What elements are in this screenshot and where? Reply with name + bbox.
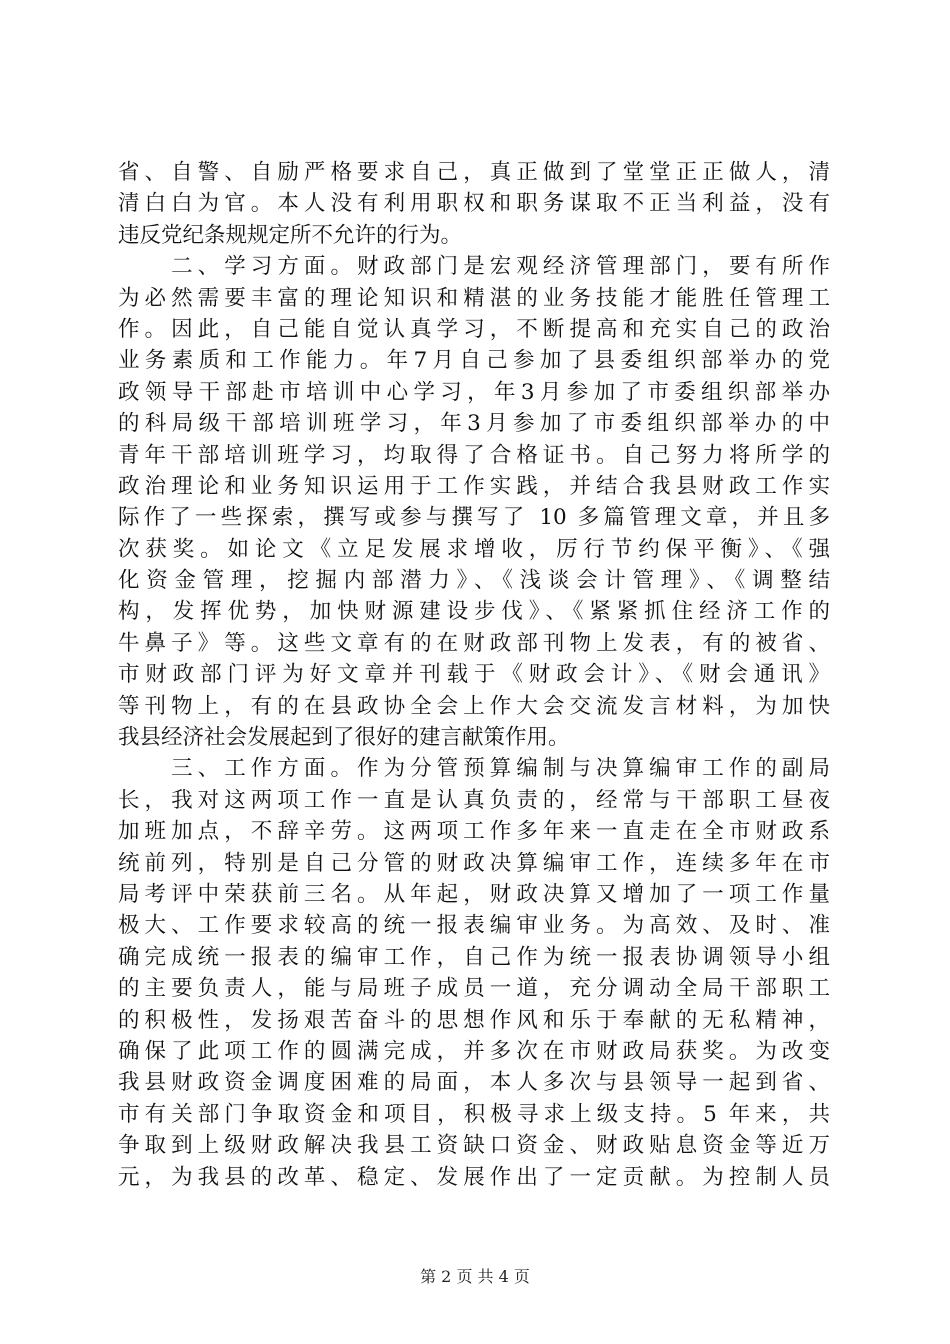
text-line: 政治理论和业务知识运用于工作实践，并结合我县财政工作实 xyxy=(118,473,830,499)
text-line: 的积极性，发扬艰苦奋斗的思想作风和乐于奉献的无私精神， xyxy=(118,1007,830,1033)
text-line: 局考评中荣获前三名。从年起，财政决算又增加了一项工作量 xyxy=(118,881,830,907)
text-line: 长，我对这两项工作一直是认真负责的，经常与干部职工昼夜 xyxy=(118,787,830,813)
text-line: 元，为我县的改革、稳定、发展作出了一定贡献。为控制人员 xyxy=(118,1164,830,1190)
text-line: 作。因此，自己能自觉认真学习，不断提高和充实自己的政治 xyxy=(118,316,830,342)
text-line: 市有关部门争取资金和项目，积极寻求上级支持。5 年来，共 xyxy=(118,1101,830,1127)
text-line: 青年干部培训班学习，均取得了合格证书。自己努力将所学的 xyxy=(118,442,830,468)
text-line: 争取到上级财政解决我县工资缺口资金、财政贴息资金等近万 xyxy=(118,1133,830,1159)
text-line: 极大、工作要求较高的统一报表编审业务。为高效、及时、准 xyxy=(118,913,830,939)
text-line: 二、学习方面。财政部门是宏观经济管理部门，要有所作 xyxy=(118,254,830,280)
text-line: 的主要负责人，能与局班子成员一道，充分调动全局干部职工 xyxy=(118,976,830,1002)
text-line: 等刊物上，有的在县政协全会上作大会交流发言材料，为加快 xyxy=(118,693,830,719)
text-line: 业务素质和工作能力。年7月自己参加了县委组织部举办的党 xyxy=(118,348,830,374)
text-line: 确完成统一报表的编审工作，自己作为统一报表协调领导小组 xyxy=(118,944,830,970)
text-line: 市财政部门评为好文章并刊载于《财政会计》、《财会通讯》 xyxy=(118,662,830,688)
text-line: 加班加点，不辞辛劳。这两项工作多年来一直走在全市财政系 xyxy=(118,819,830,845)
text-line: 我县经济社会发展起到了很好的建言献策作用。 xyxy=(118,725,570,751)
text-line: 违反党纪条规规定所不允许的行为。 xyxy=(118,222,463,248)
text-line: 统前列，特别是自己分管的财政决算编审工作，连续多年在市 xyxy=(118,850,830,876)
text-line: 政领导干部赴市培训中心学习，年3月参加了市委组织部举办 xyxy=(118,379,830,405)
text-line: 三、工作方面。作为分管预算编制与决算编审工作的副局 xyxy=(118,756,830,782)
text-line: 我县财政资金调度困难的局面，本人多次与县领导一起到省、 xyxy=(118,1070,830,1096)
text-line: 的科局级干部培训班学习，年3月参加了市委组织部举办的中 xyxy=(118,411,830,437)
text-line: 确保了此项工作的圆满完成，并多次在市财政局获奖。为改变 xyxy=(118,1038,830,1064)
text-line: 次获奖。如论文《立足发展求增收，厉行节约保平衡》、《强 xyxy=(118,536,830,562)
text-line: 为必然需要丰富的理论知识和精湛的业务技能才能胜任管理工 xyxy=(118,285,830,311)
page-footer: 第 2 页 共 4 页 xyxy=(420,1267,530,1286)
document-body xyxy=(118,157,830,1193)
text-line: 省、自警、自励严格要求自己，真正做到了堂堂正正做人，清 xyxy=(118,160,830,185)
text-line: 化资金管理，挖掘内部潜力》、《浅谈会计管理》、《调整结 xyxy=(118,568,830,594)
text-line: 清白白为官。本人没有利用职权和职务谋取不正当利益，没有 xyxy=(118,191,830,217)
text-line: 构，发挥优势，加快财源建设步伐》、《紧紧抓住经济工作的 xyxy=(118,599,830,625)
text-line: 际作了一些探索，撰写或参与撰写了 10 多篇管理文章，并且多 xyxy=(118,505,830,531)
text-line: 牛鼻子》等。这些文章有的在财政部刊物上发表，有的被省、 xyxy=(118,630,830,656)
